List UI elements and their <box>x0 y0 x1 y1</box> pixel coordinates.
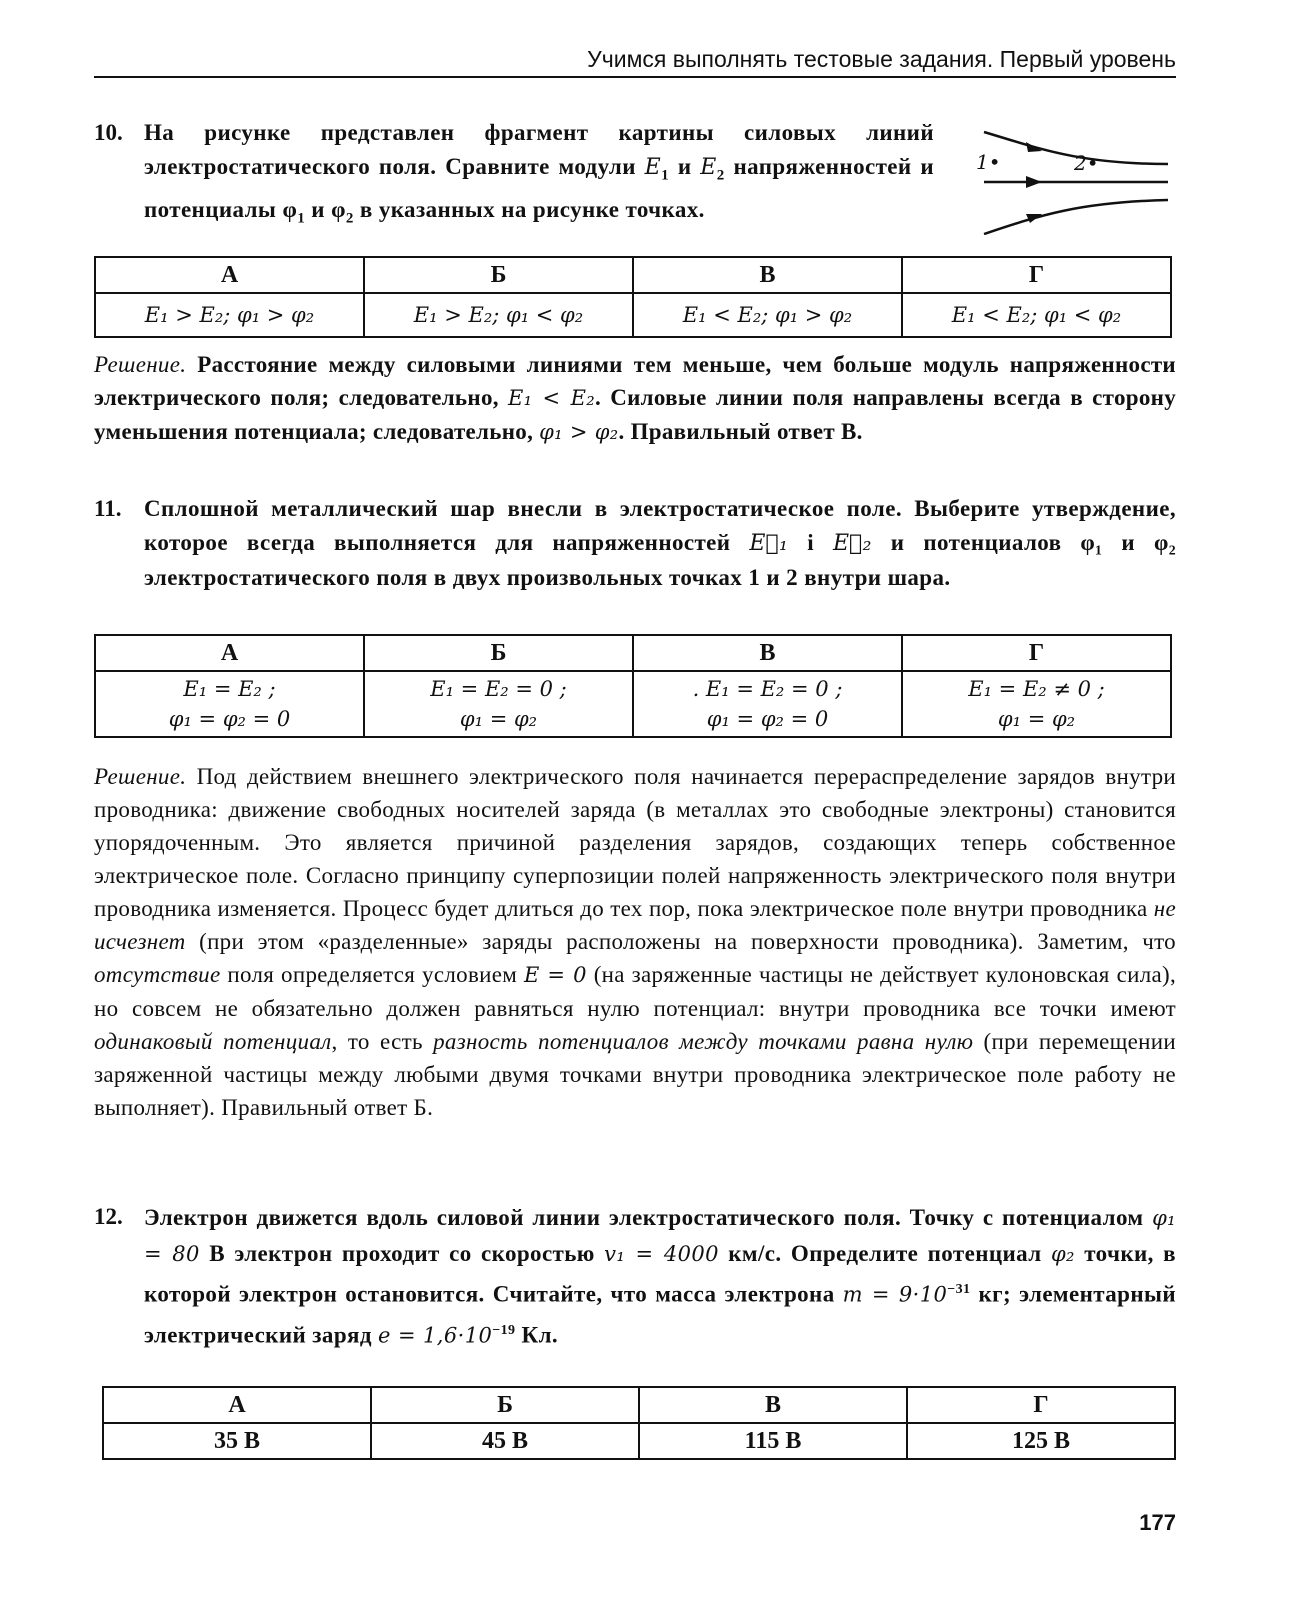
math-expression: e = 1,6·10 <box>378 1323 493 1348</box>
answer-option: E₁ < E₂; φ₁ > φ₂ <box>633 293 902 337</box>
text-fragment: . Правильный ответ В. <box>618 419 863 444</box>
answer-option: E₁ > E₂; φ₁ > φ₂ <box>95 293 364 337</box>
text-fragment: и <box>669 154 701 179</box>
answer-line: E₁ = E₂ ≠ 0 ; <box>968 677 1105 701</box>
exponent: −19 <box>492 1322 516 1338</box>
answer-line: φ₁ = φ₂ = 0 <box>706 707 829 731</box>
math-symbol: E <box>700 155 717 180</box>
answer-option-header: А <box>103 1387 371 1423</box>
answer-option-header: Г <box>907 1387 1175 1423</box>
answer-table-10-wrap <box>94 256 1172 338</box>
arrow-head-middle <box>1026 176 1042 188</box>
point-1-label: 1• <box>976 150 1001 174</box>
answer-table-10 <box>94 256 1172 338</box>
text-fragment: і <box>788 530 833 555</box>
math-expression: m = 9·10 <box>842 1282 948 1307</box>
answer-option: E₁ > E₂; φ₁ < φ₂ <box>364 293 633 337</box>
field-lines-svg <box>978 120 1178 240</box>
answer-option <box>902 671 1171 737</box>
subscript: 2 <box>716 167 725 184</box>
table-row <box>95 293 1171 337</box>
text-fragment: напряженностей и потенциалы <box>144 154 935 222</box>
text-fragment: Кл. <box>515 1322 559 1348</box>
problem-number: 12. <box>94 1204 123 1229</box>
text-fragment: кг; элементарный электрический заряд <box>144 1281 1176 1348</box>
text-fragment: Электрон движется вдоль силовой линии электростатического поля. Точку с потенциалом <box>144 1205 1153 1230</box>
answer-option-header: Г <box>902 257 1171 293</box>
text-fragment: точки, в которой электрон остановится. Считайте, что масса электрона <box>144 1241 1176 1307</box>
table-header-row <box>103 1387 1175 1423</box>
answer-option-header: В <box>633 635 902 671</box>
arrow-head-bottom <box>1026 214 1042 223</box>
math-symbol: φ <box>331 196 346 222</box>
answer-option <box>95 671 364 737</box>
math-symbol: φ₁ <box>1080 530 1103 555</box>
text-fragment: . Силовые линии поля направлены всегда в сторону уменьшения потенциала; следовательно, <box>94 385 1177 444</box>
emphasis: одинаковый потенциал <box>94 1029 332 1054</box>
text-fragment: и <box>1102 530 1154 555</box>
problem-number: 10. <box>94 120 123 145</box>
text-fragment: и потенциалов <box>871 530 1081 555</box>
problem-number: 11. <box>94 496 122 521</box>
answer-option <box>633 671 902 737</box>
answer-option: 125 В <box>907 1423 1175 1459</box>
solution-label: Решение. <box>94 352 187 377</box>
solution-11 <box>94 760 1176 1124</box>
answer-line: φ₁ = φ₂ <box>997 707 1076 731</box>
point-2-label: 2• <box>1074 151 1099 175</box>
answer-option: 35 В <box>103 1423 371 1459</box>
text-fragment: В электрон проходит со скоростью <box>199 1241 605 1266</box>
text-fragment: На рисунке представлен фрагмент картины силовых линий электростатического поля. Сравните модули <box>144 120 934 179</box>
text-fragment: (при перемещении заряженной частицы между любыми двумя точками внутри проводника электрическое поле работу не выполняет). Правильный ответ Б. <box>94 1029 1176 1120</box>
problem-12 <box>94 1200 1176 1353</box>
text-fragment: (на заряженные частицы не действует кулоновская сила), но совсем не обязательно должен равняться нулю потенциал: внутри проводника все точки имеют <box>94 962 1176 1021</box>
answer-option-header: В <box>633 257 902 293</box>
answer-line: φ₁ = φ₂ <box>459 707 538 731</box>
problem-text <box>144 1200 1176 1353</box>
math-expression: φ₁ = 80 <box>144 1206 1176 1266</box>
text-fragment: Расстояние между силовыми линиями тем меньше, чем больше модуль напряженности электрического поля; следовательно, <box>94 352 1176 410</box>
math-expression: φ₂ <box>1050 1242 1075 1266</box>
answer-option-header: А <box>95 635 364 671</box>
math-symbol: φ₂ <box>1153 530 1177 555</box>
math-symbol: φ <box>282 196 298 222</box>
text-fragment: электростатического поля в двух произвольных точках 1 и 2 внутри шара. <box>144 565 951 590</box>
problem-text <box>144 492 1176 595</box>
text-fragment: в указанных на рисунке точках. <box>353 196 705 222</box>
answer-table-12-wrap <box>102 1386 1176 1460</box>
problem-text <box>144 116 934 235</box>
running-header-title: Учимся выполнять тестовые задания. Первый уровень <box>587 46 1176 72</box>
text-fragment: км/с. Определите потенциал <box>718 1241 1051 1266</box>
answer-line: . E₁ = E₂ = 0 ; <box>692 677 843 701</box>
exponent: −31 <box>947 1282 971 1297</box>
table-header-row <box>95 635 1171 671</box>
text-fragment: (при этом «разделенные» заряды расположены на поверхности проводника). Заметим, что <box>185 929 1176 954</box>
answer-option-header: Б <box>364 257 633 293</box>
answer-line: E₁ = E₂ ; <box>183 677 276 701</box>
table-row <box>103 1423 1175 1459</box>
solution-label: Решение. <box>94 764 187 789</box>
math-expression: φ₁ > φ₂ <box>539 420 619 444</box>
arrow-head-top <box>1026 142 1042 152</box>
answer-line: φ₁ = φ₂ = 0 <box>168 707 291 731</box>
math-symbol: E <box>644 155 662 180</box>
answer-option: E₁ < E₂; φ₁ < φ₂ <box>902 293 1171 337</box>
text-fragment: поля определяется условием <box>220 962 524 987</box>
page-number: 177 <box>1139 1510 1176 1535</box>
answer-option-header: А <box>95 257 364 293</box>
table-row <box>95 671 1171 737</box>
text-fragment: Под действием внешнего электрического поля начинается перераспределение зарядов внутри проводника: движение свободных носителей заряда (в металлах это свободные электроны) становится упорядоченным. Это является причиной разделения зарядов, создающих теперь собственное электрическое поле. Согласно принципу суперпозиции полей напряженность электрического поля внутри проводника изменяется. Процесс будет длиться до тех пор, пока электрическое поле внутри проводника <box>94 764 1176 921</box>
answer-option-header: Г <box>902 635 1171 671</box>
field-line-bottom <box>984 200 1168 234</box>
answer-option: 115 В <box>639 1423 907 1459</box>
answer-option-header: В <box>639 1387 907 1423</box>
solution-10 <box>94 348 1176 449</box>
running-header <box>94 44 1176 78</box>
math-expression: E = 0 <box>523 963 587 987</box>
text-fragment: , то есть <box>331 1029 434 1054</box>
math-expression: v₁ = 4000 <box>604 1242 719 1266</box>
subscript: 2 <box>345 210 354 227</box>
emphasis: разность потенциалов между точками равна нулю <box>433 1029 974 1054</box>
answer-option-header: Б <box>371 1387 639 1423</box>
text-fragment: Сплошной металлический шар внесли в электростатическое поле. Выберите утверждение, которое всегда выполняется для напряженностей <box>144 496 1176 555</box>
text-fragment: и <box>305 196 332 222</box>
emphasis: отсутствие <box>94 962 221 987</box>
problem-11 <box>94 492 1176 595</box>
answer-option-header: Б <box>364 635 633 671</box>
answer-option <box>364 671 633 737</box>
answer-option: 45 В <box>371 1423 639 1459</box>
emphasis: не исчезнет <box>94 896 1176 954</box>
field-lines-figure <box>978 120 1178 240</box>
math-symbol: E⃗₁ <box>749 531 789 556</box>
subscript: 1 <box>297 210 306 227</box>
math-expression: E₁ < E₂ <box>508 386 595 410</box>
answer-table-12 <box>102 1386 1176 1460</box>
answer-line: E₁ = E₂ = 0 ; <box>430 677 567 701</box>
answer-table-11 <box>94 634 1172 738</box>
answer-table-11-wrap <box>94 634 1172 738</box>
math-symbol: E⃗₂ <box>832 531 872 556</box>
table-header-row <box>95 257 1171 293</box>
subscript: 1 <box>661 167 670 184</box>
